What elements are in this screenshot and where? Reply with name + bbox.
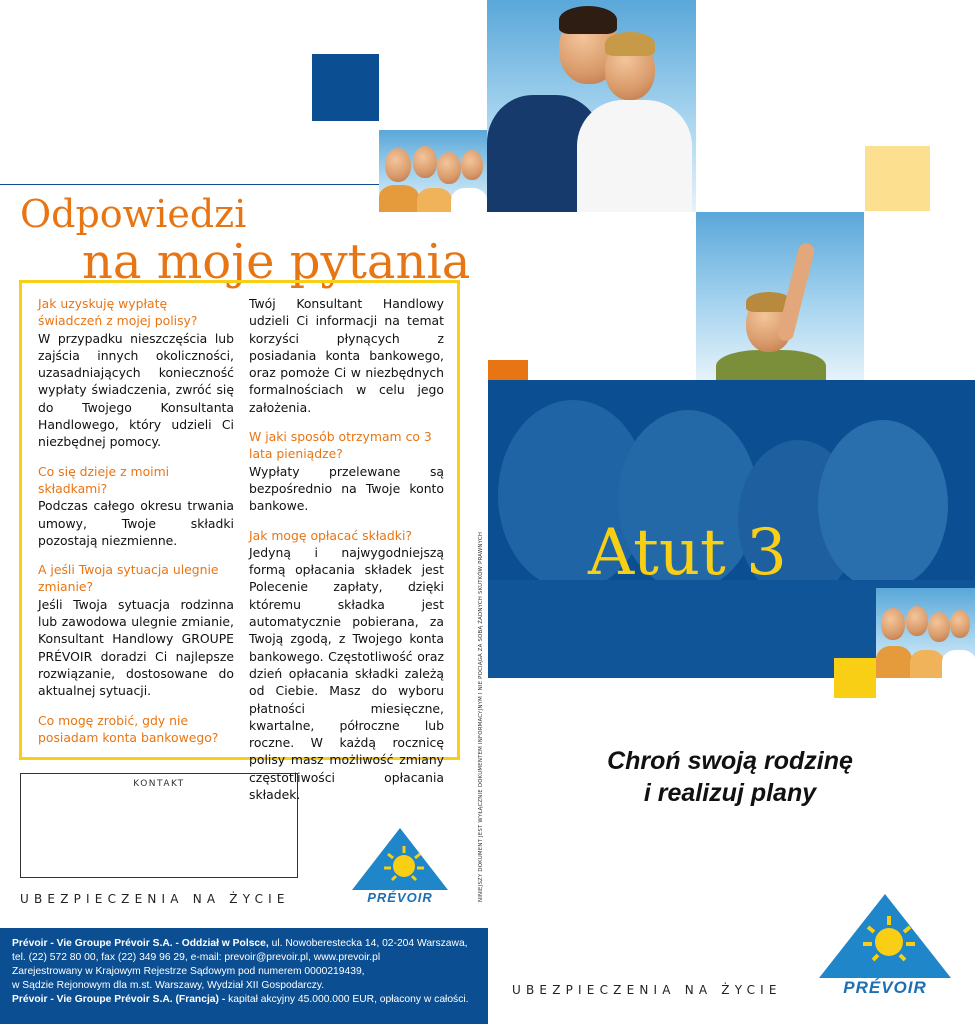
left-tagline: UBEZPIECZENIA NA ŻYCIE [20, 892, 290, 906]
photo-boy-pointing [696, 212, 864, 380]
faq-item [249, 527, 444, 804]
footer-line-1 [12, 937, 476, 951]
faq-answer: Twój Konsultant Handlowy udzieli Ci informacji na temat korzyści płynących z posiadania konta bankowego, oraz pomoże Ci w niezbędnych formalnościach w celu jego założenia. [249, 296, 444, 415]
faq-question: Co się dzieje z moimi składkami? [38, 463, 170, 496]
footer-line-2: tel. (22) 572 80 00, fax (22) 349 96 29, e-mail: prevoir@prevoir.pl, www.prevoir.pl [12, 952, 381, 963]
faq-question: Jak mogę opłacać składki? [249, 527, 412, 543]
slogan-line-1: Chroń swoją rodzinę [607, 747, 853, 775]
faq-answer: Jedyną i najwygodniejszą formą opłacania składek jest Polecenie zapłaty, dzięki któremu składka jest automatycznie pobierana, za Twoją zgodą, z Twojego konta bankowego. Częstotliwość oraz dzień opłacania składki zależą od Ciebie. Masz do wyboru płatności miesięczne, kwartalne, półroczne lub roczne. W każdą rocznicę polisy masz możliwość zmiany częstotliwości opłacania składek. [249, 544, 444, 803]
right-tagline: UBEZPIECZENIA NA ŻYCIE [512, 983, 782, 997]
faq-answer: Wypłaty przelewane są bezpośrednio na Twoje konto bankowe. [249, 463, 444, 514]
footer-address: ul. Nowoberestecka 14, 02-204 Warszawa, [268, 938, 468, 949]
headline: Atut 3 [588, 516, 787, 590]
faq-answer: Jeśli Twoja sytuacja rodzinna lub zawodowa ulegnie zmianie, Konsultant Handlowy GROUPE PRÉVOIR doradzi Ci najlepsze rozwiązanie, dostosowane do aktualnej sytuacji. [38, 596, 234, 699]
photo-group-small-right [876, 588, 975, 678]
slogan [560, 745, 900, 809]
footer-line-4: w Sądzie Rejonowym dla m.st. Warszawy, Wydział XII Gospodarczy. [12, 980, 325, 991]
faq-question: Jak uzyskuję wypłatę świadczeń z mojej polisy? [38, 296, 198, 329]
prevoir-logo-icon [815, 892, 955, 982]
faq-question: A jeśli Twoja sytuacja ulegnie zmianie? [38, 562, 219, 595]
prevoir-logo-left [348, 826, 453, 906]
faq-item [38, 712, 234, 747]
footer-company-fr: Prévoir - Vie Groupe Prévoir S.A. (Francja) - [12, 994, 226, 1005]
vertical-disclaimer: NINIEJSZY DOKUMENT JEST WYŁĄCZNIE DOKUMENTEM INFORMACYJNYM I NIE POCIĄGA ZA SOBĄ ŻADNYCH SKUTKÓW PRAWNYCH [478, 531, 484, 902]
contact-label: KONTAKT [133, 779, 185, 789]
faq-column-2 [249, 295, 444, 815]
yellow-square [834, 658, 876, 698]
faq-question: Co mogę zrobić, gdy nie posiadam konta bankowego? [38, 712, 219, 745]
faq-answer: Podczas całego okresu trwania umowy, Twoje składki pozostają niezmienne. [38, 498, 234, 548]
faq-question: W jaki sposób otrzymam co 3 lata pieniądze? [249, 429, 432, 462]
prevoir-logo-text: PRÉVOIR [843, 978, 927, 997]
faq-column-1 [38, 295, 234, 758]
light-yellow-square [865, 146, 930, 211]
faq-answer: W przypadku nieszczęścia lub zajścia innych okoliczności, uzasadniających konieczność wypłaty świadczenia, zwróć się do Twojego Konsultanta Handlowego, który udzieli Ci niezbędnej pomocy. [38, 330, 234, 450]
faq-item [38, 463, 234, 549]
faq-item [249, 295, 444, 416]
faq-item [38, 561, 234, 699]
section-title: Odpowiedzi [20, 192, 247, 236]
prevoir-logo-right [815, 892, 955, 1000]
blue-square-top [312, 54, 379, 121]
footer-capital: kapitał akcyjny 45.000.000 EUR, opłacony w całości. [225, 994, 469, 1005]
slogan-line-2: i realizuj plany [643, 779, 817, 807]
prevoir-logo-text: PRÉVOIR [367, 890, 433, 905]
photo-group-small [379, 130, 487, 212]
contact-box [20, 773, 298, 878]
footer-line-3: Zarejestrowany w Krajowym Rejestrze Sądowym pod numerem 0000219439, [12, 966, 365, 977]
faq-item [38, 295, 234, 451]
footer-line-5 [12, 993, 476, 1007]
footer-company: Prévoir - Vie Groupe Prévoir S.A. - Oddział w Polsce, [12, 938, 269, 949]
faq-item [249, 428, 444, 514]
photo-couple [487, 0, 696, 212]
footer [0, 928, 488, 1024]
section-subtitle: na moje pytania [82, 234, 471, 290]
